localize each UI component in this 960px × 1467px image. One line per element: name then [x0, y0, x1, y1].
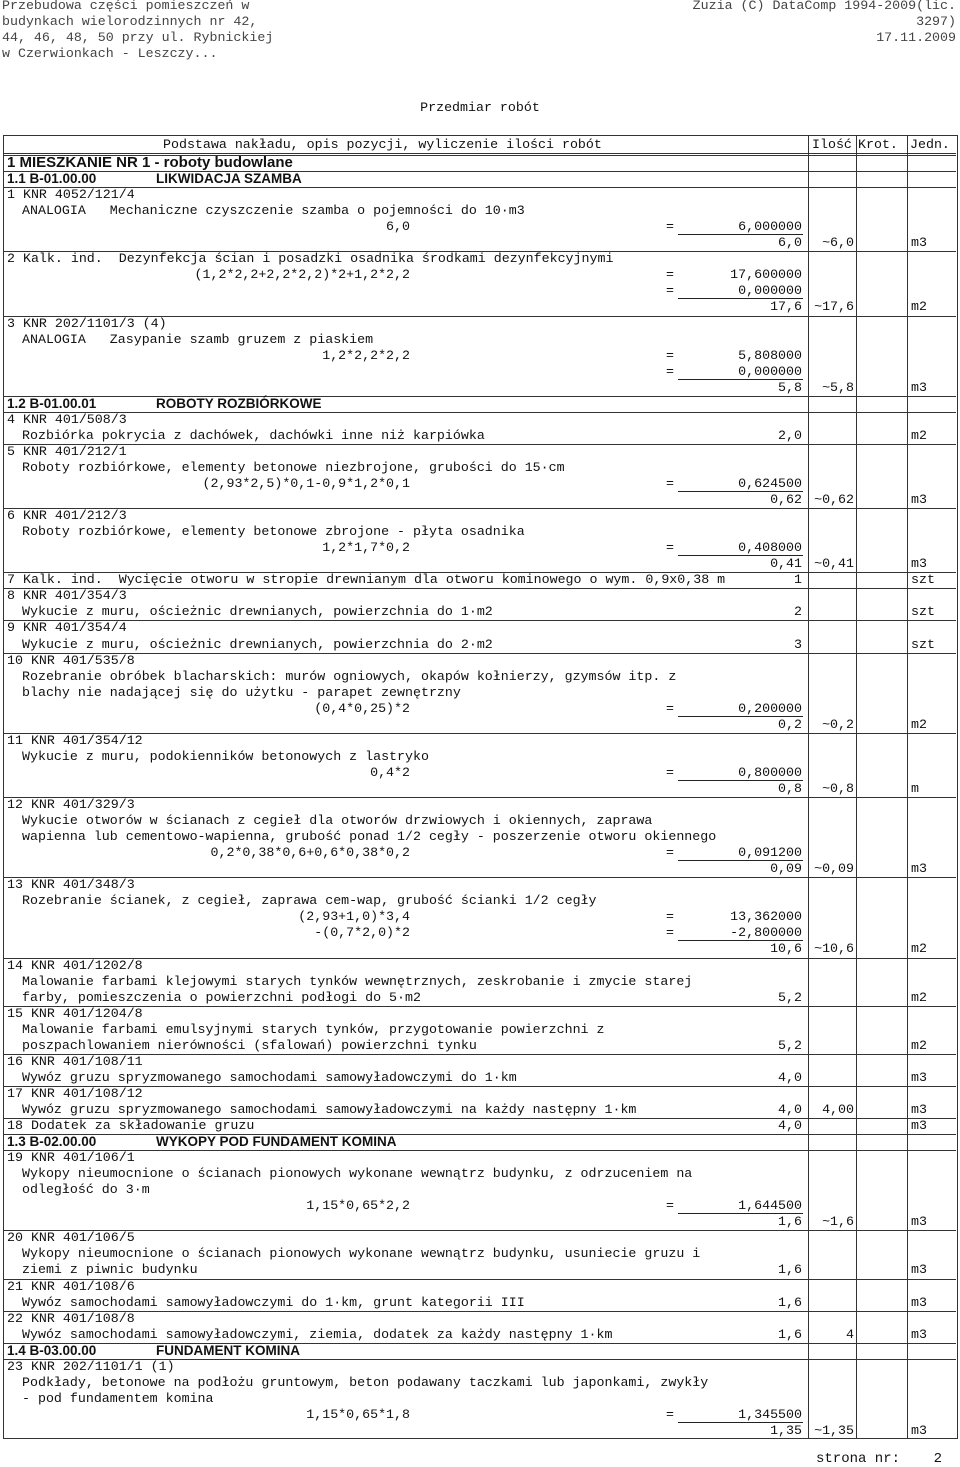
- description-line: Wykopy nieumocnione o ścianach pionowych wykonane wewnątrz budynku, usuniecie gruzu i: [22, 1246, 701, 1261]
- quantity-value: 1: [794, 572, 802, 587]
- calc-equals: =: [666, 845, 674, 860]
- description-line: farby, pomieszczenia o powierzchni podłogi do 5·m2: [22, 990, 421, 1005]
- unit-value: szt: [911, 637, 935, 652]
- description-line: Rozbiórka pokrycia z dachówek, dachówki inne niż karpiówka: [22, 428, 485, 443]
- subsection-title: ROBOTY ROZBIÓRKOWE: [156, 396, 322, 411]
- unit-value: szt: [911, 572, 935, 587]
- quantity-total: 10,6: [770, 941, 802, 956]
- subsection-code: 1.4 B-03.00.00: [7, 1343, 97, 1358]
- quantity-value: 1,6: [778, 1327, 802, 1342]
- position-line: 22 KNR 401/108/8: [7, 1311, 135, 1326]
- column-divider: [907, 135, 908, 1438]
- row-divider: [4, 620, 956, 621]
- header-line: 3297): [916, 14, 956, 29]
- quantity-value: 4,0: [778, 1102, 802, 1117]
- header-software: [664, 0, 956, 46]
- row-divider: [4, 653, 956, 654]
- calc-expression: -(0,7*2,0)*2: [314, 925, 410, 940]
- description-line: blachy nie nadającej się do użytku - parapet zewnętrzny: [22, 685, 461, 700]
- row-divider: [4, 1279, 956, 1280]
- page-title: Przedmiar robót: [420, 100, 540, 115]
- description-line: ANALOGIA Mechaniczne czyszczenie szamba o pojemności do 10·m3: [22, 203, 525, 218]
- column-divider: [856, 135, 857, 1438]
- position-line: 9 KNR 401/354/4: [7, 620, 127, 635]
- position-line: 18 Dodatek za składowanie gruzu: [7, 1118, 255, 1133]
- unit-value: m3: [911, 1070, 927, 1085]
- quantity-total: 0,2: [778, 717, 802, 732]
- row-divider: [4, 396, 956, 397]
- description-line: ANALOGIA Zasypanie szamb gruzem z piaskiem: [22, 332, 374, 347]
- position-line: 2 Kalk. ind. Dezynfekcja ścian i posadzki osadnika środkami dezynfekcyjnymi: [7, 251, 614, 266]
- unit-value: m3: [911, 1327, 927, 1342]
- row-divider: [4, 588, 956, 589]
- row-divider: [4, 1150, 956, 1151]
- calc-value: 6,000000: [738, 219, 802, 234]
- quantity-total: 1,35: [770, 1423, 802, 1438]
- description-line: Wykucie z muru, podokienników betonowych z lastryko: [22, 749, 429, 764]
- header-line: 44, 46, 48, 50 przy ul. Rybnickiej: [2, 30, 274, 45]
- description-line: Wywóz samochodami samowyładowczymi do 1·km, grunt kategorii III: [22, 1295, 525, 1310]
- description-line: Wykopy nieumocnione o ścianach pionowych wykonane wewnątrz budynku, z odrzuceniem na: [22, 1166, 693, 1181]
- description-line: Roboty rozbiórkowe, elementy betonowe zbrojone - płyta osadnika: [22, 524, 525, 539]
- quantity-value: 3: [794, 637, 802, 652]
- calc-expression: (1,2*2,2+2,2*2,2)*2+1,2*2,2: [194, 267, 410, 282]
- calc-expression: 0,4*2: [370, 765, 410, 780]
- row-divider: [4, 444, 956, 445]
- calc-expression: 1,15*0,65*1,8: [306, 1407, 410, 1422]
- subsection-title: WYKOPY POD FUNDAMENT KOMINA: [156, 1134, 397, 1149]
- column-header-quantity: Ilość: [812, 137, 852, 152]
- calc-value: 13,362000: [730, 909, 802, 924]
- calc-value: 1,345500: [738, 1407, 802, 1422]
- calc-equals: =: [666, 348, 674, 363]
- row-divider: [4, 1054, 956, 1055]
- column-header-multiplier: Krot.: [858, 137, 898, 152]
- multiplier-value: ~17,6: [814, 299, 854, 314]
- calc-equals: =: [666, 701, 674, 716]
- calc-value: 1,644500: [738, 1198, 802, 1213]
- unit-value: m3: [911, 235, 927, 250]
- row-divider: [4, 1311, 956, 1312]
- subsection-code: 1.2 B-01.00.01: [7, 396, 97, 411]
- position-line: 11 KNR 401/354/12: [7, 733, 143, 748]
- quantity-value: 4,0: [778, 1118, 802, 1133]
- unit-value: m3: [911, 861, 927, 876]
- description-line: Rozebranie obróbek blacharskich: murów ogniowych, okapów kołnierzy, gzymsów itp. z: [22, 669, 677, 684]
- multiplier-value: ~1,6: [822, 1214, 854, 1229]
- subsection-title: LIKWIDACJA SZAMBA: [156, 171, 302, 186]
- unit-value: m3: [911, 492, 927, 507]
- description-line: ziemi z piwnic budynku: [22, 1262, 198, 1277]
- description-line: Wywóz samochodami samowyładowczymi, ziemia, dodatek za każdy następny 1·km: [22, 1327, 613, 1342]
- calc-equals: =: [666, 909, 674, 924]
- unit-value: m3: [911, 1262, 927, 1277]
- multiplier-value: 4: [846, 1327, 854, 1342]
- calc-value: 0,408000: [738, 540, 802, 555]
- subsection-code: 1.1 B-01.00.00: [7, 171, 97, 186]
- quantity-total: 17,6: [770, 299, 802, 314]
- description-line: Wykucie z muru, ościeżnic drewnianych, powierzchnia do 2·m2: [22, 637, 493, 652]
- quantity-value: 1,6: [778, 1262, 802, 1277]
- description-line: Podkłady, betonowe na podłożu gruntowym, beton podawany taczkami lub japonkami, zwykły: [22, 1375, 709, 1390]
- description-line: Wykucie z muru, ościeżnic drewnianych, powierzchnia do 1·m2: [22, 604, 493, 619]
- quantity-total: 0,09: [770, 861, 802, 876]
- subsection-title: FUNDAMENT KOMINA: [156, 1343, 300, 1358]
- quantity-total: 5,8: [778, 380, 802, 395]
- multiplier-value: ~10,6: [814, 941, 854, 956]
- quantity-value: 2: [794, 604, 802, 619]
- position-line: 6 KNR 401/212/3: [7, 508, 127, 523]
- multiplier-value: ~0,09: [814, 861, 854, 876]
- description-line: Wykucie otworów w ścianach z cegieł dla otworów drzwiowych i okiennych, zaprawa: [22, 813, 653, 828]
- unit-value: m2: [911, 717, 927, 732]
- row-divider: [4, 797, 956, 798]
- unit-value: m3: [911, 1423, 927, 1438]
- multiplier-value: ~5,8: [822, 380, 854, 395]
- description-line: Wywóz gruzu spryzmowanego samochodami samowyładowczymi na każdy następny 1·km: [22, 1102, 637, 1117]
- calc-equals: =: [666, 476, 674, 491]
- calc-equals: =: [666, 1407, 674, 1422]
- position-line: 23 KNR 202/1101/1 (1): [7, 1359, 175, 1374]
- calc-expression: 1,2*1,7*0,2: [322, 540, 410, 555]
- row-divider: [4, 958, 956, 959]
- description-line: Wywóz gruzu spryzmowanego samochodami samowyładowczymi do 1·km: [22, 1070, 517, 1085]
- unit-value: m2: [911, 990, 927, 1005]
- position-line: 10 KNR 401/535/8: [7, 653, 135, 668]
- calc-value: 17,600000: [730, 267, 802, 282]
- page-number: strona nr: 2: [816, 1451, 943, 1467]
- calc-equals: =: [666, 540, 674, 555]
- calc-value: 0,624500: [738, 476, 802, 491]
- unit-value: m3: [911, 380, 927, 395]
- calc-expression: 1,2*2,2*2,2: [322, 348, 410, 363]
- quantity-total: 1,6: [778, 1214, 802, 1229]
- row-divider: [4, 733, 956, 734]
- description-line: odległość do 3·m: [22, 1182, 150, 1197]
- multiplier-value: 4,00: [822, 1102, 854, 1117]
- row-divider: [4, 1006, 956, 1007]
- description-line: Malowanie farbami emulsyjnymi starych tynków, przygotowanie powierzchni z: [22, 1022, 605, 1037]
- position-line: 16 KNR 401/108/11: [7, 1054, 143, 1069]
- quantity-total: 0,8: [778, 781, 802, 796]
- multiplier-value: ~0,2: [822, 717, 854, 732]
- position-line: 19 KNR 401/106/1: [7, 1150, 135, 1165]
- unit-value: m: [911, 781, 919, 796]
- calc-value: 0,000000: [738, 283, 802, 298]
- position-line: 7 Kalk. ind. Wycięcie otworu w stropie drewnianym dla otworu kominowego o wym. 0,9x0,38 m: [7, 572, 726, 587]
- quantity-value: 4,0: [778, 1070, 802, 1085]
- calc-value: 0,091200: [738, 845, 802, 860]
- position-line: 20 KNR 401/106/5: [7, 1230, 135, 1245]
- position-line: 5 KNR 401/212/1: [7, 444, 127, 459]
- calc-value: -2,800000: [730, 925, 802, 940]
- unit-value: m2: [911, 428, 927, 443]
- header-project: [2, 0, 273, 62]
- row-divider: [4, 187, 956, 188]
- quantity-value: 2,0: [778, 428, 802, 443]
- position-line: 21 KNR 401/108/6: [7, 1279, 135, 1294]
- calc-equals: =: [666, 1198, 674, 1213]
- calc-expression: (2,93*2,5)*0,1-0,9*1,2*0,1: [202, 476, 410, 491]
- row-divider: [4, 412, 956, 413]
- quantity-value: 1,6: [778, 1295, 802, 1310]
- row-divider: [4, 1230, 956, 1231]
- calc-expression: (0,4*0,25)*2: [314, 701, 410, 716]
- calc-equals: =: [666, 765, 674, 780]
- section-heading: 1 MIESZKANIE NR 1 - roboty budowlane: [7, 154, 293, 171]
- description-line: Rozebranie ścianek, z cegieł, zaprawa cem-wap, grubość ścianki 1/2 cegły: [22, 893, 597, 908]
- unit-value: m3: [911, 1295, 927, 1310]
- unit-value: m2: [911, 1038, 927, 1053]
- position-line: 12 KNR 401/329/3: [7, 797, 135, 812]
- row-divider: [4, 1134, 956, 1135]
- description-line: wapienna lub cementowo-wapienna, grubość ponad 1/2 cegły - poszerzenie otworu okiennego: [22, 829, 717, 844]
- row-divider: [4, 1086, 956, 1087]
- subsection-code: 1.3 B-02.00.00: [7, 1134, 97, 1149]
- quantity-value: 5,2: [778, 1038, 802, 1053]
- multiplier-value: ~0,8: [822, 781, 854, 796]
- unit-value: m3: [911, 1118, 927, 1133]
- calc-equals: =: [666, 219, 674, 234]
- header-line: w Czerwionkach - Leszczy...: [2, 46, 218, 61]
- row-divider: [4, 171, 956, 172]
- calc-value: 5,808000: [738, 348, 802, 363]
- row-divider: [4, 508, 956, 509]
- position-line: 1 KNR 4052/121/4: [7, 187, 135, 202]
- description-line: poszpachlowaniem nierówności (sfalowań) powierzchni tynku: [22, 1038, 477, 1053]
- position-line: 17 KNR 401/108/12: [7, 1086, 143, 1101]
- multiplier-value: ~6,0: [822, 235, 854, 250]
- header-line: budynkach wielorodzinnych nr 42,: [2, 14, 258, 29]
- header-line: Przebudowa części pomieszczeń w: [2, 0, 250, 13]
- calc-value: 0,800000: [738, 765, 802, 780]
- quantity-total: 6,0: [778, 235, 802, 250]
- calc-expression: 0,2*0,38*0,6+0,6*0,38*0,2: [210, 845, 410, 860]
- quantity-value: 5,2: [778, 990, 802, 1005]
- header-line: Zuzia (C) DataComp 1994-2009(lic.: [692, 0, 956, 13]
- position-line: 8 KNR 401/354/3: [7, 588, 127, 603]
- calc-expression: (2,93+1,0)*3,4: [298, 909, 410, 924]
- column-header-unit: Jedn.: [910, 137, 950, 152]
- calc-equals: =: [666, 267, 674, 282]
- calc-equals: =: [666, 925, 674, 940]
- position-line: 14 KNR 401/1202/8: [7, 958, 143, 973]
- quantity-total: 0,41: [770, 556, 802, 571]
- description-line: - pod fundamentem komina: [22, 1391, 214, 1406]
- quantity-total: 0,62: [770, 492, 802, 507]
- description-line: Roboty rozbiórkowe, elementy betonowe niezbrojone, grubości do 15·cm: [22, 460, 565, 475]
- multiplier-value: ~0,41: [814, 556, 854, 571]
- multiplier-value: ~0,62: [814, 492, 854, 507]
- header-line: 17.11.2009: [876, 30, 956, 45]
- position-line: 15 KNR 401/1204/8: [7, 1006, 143, 1021]
- unit-value: m3: [911, 556, 927, 571]
- calc-equals: =: [666, 364, 674, 379]
- position-line: 3 KNR 202/1101/3 (4): [7, 316, 167, 331]
- unit-value: szt: [911, 604, 935, 619]
- position-line: 4 KNR 401/508/3: [7, 412, 127, 427]
- row-divider: [4, 1343, 956, 1344]
- unit-value: m3: [911, 1102, 927, 1117]
- calc-equals: =: [666, 283, 674, 298]
- description-line: Malowanie farbami klejowymi starych tynków wewnętrznych, zeskrobanie i zmycie starej: [22, 974, 693, 989]
- unit-value: m2: [911, 299, 927, 314]
- unit-value: m3: [911, 1214, 927, 1229]
- calc-expression: 1,15*0,65*2,2: [306, 1198, 410, 1213]
- row-divider: [4, 877, 956, 878]
- calc-expression: 6,0: [386, 219, 410, 234]
- calc-value: 0,200000: [738, 701, 802, 716]
- unit-value: m2: [911, 941, 927, 956]
- calc-value: 0,000000: [738, 364, 802, 379]
- column-header-description: Podstawa nakładu, opis pozycji, wyliczenie ilości robót: [163, 137, 602, 152]
- position-line: 13 KNR 401/348/3: [7, 877, 135, 892]
- multiplier-value: ~1,35: [814, 1423, 854, 1438]
